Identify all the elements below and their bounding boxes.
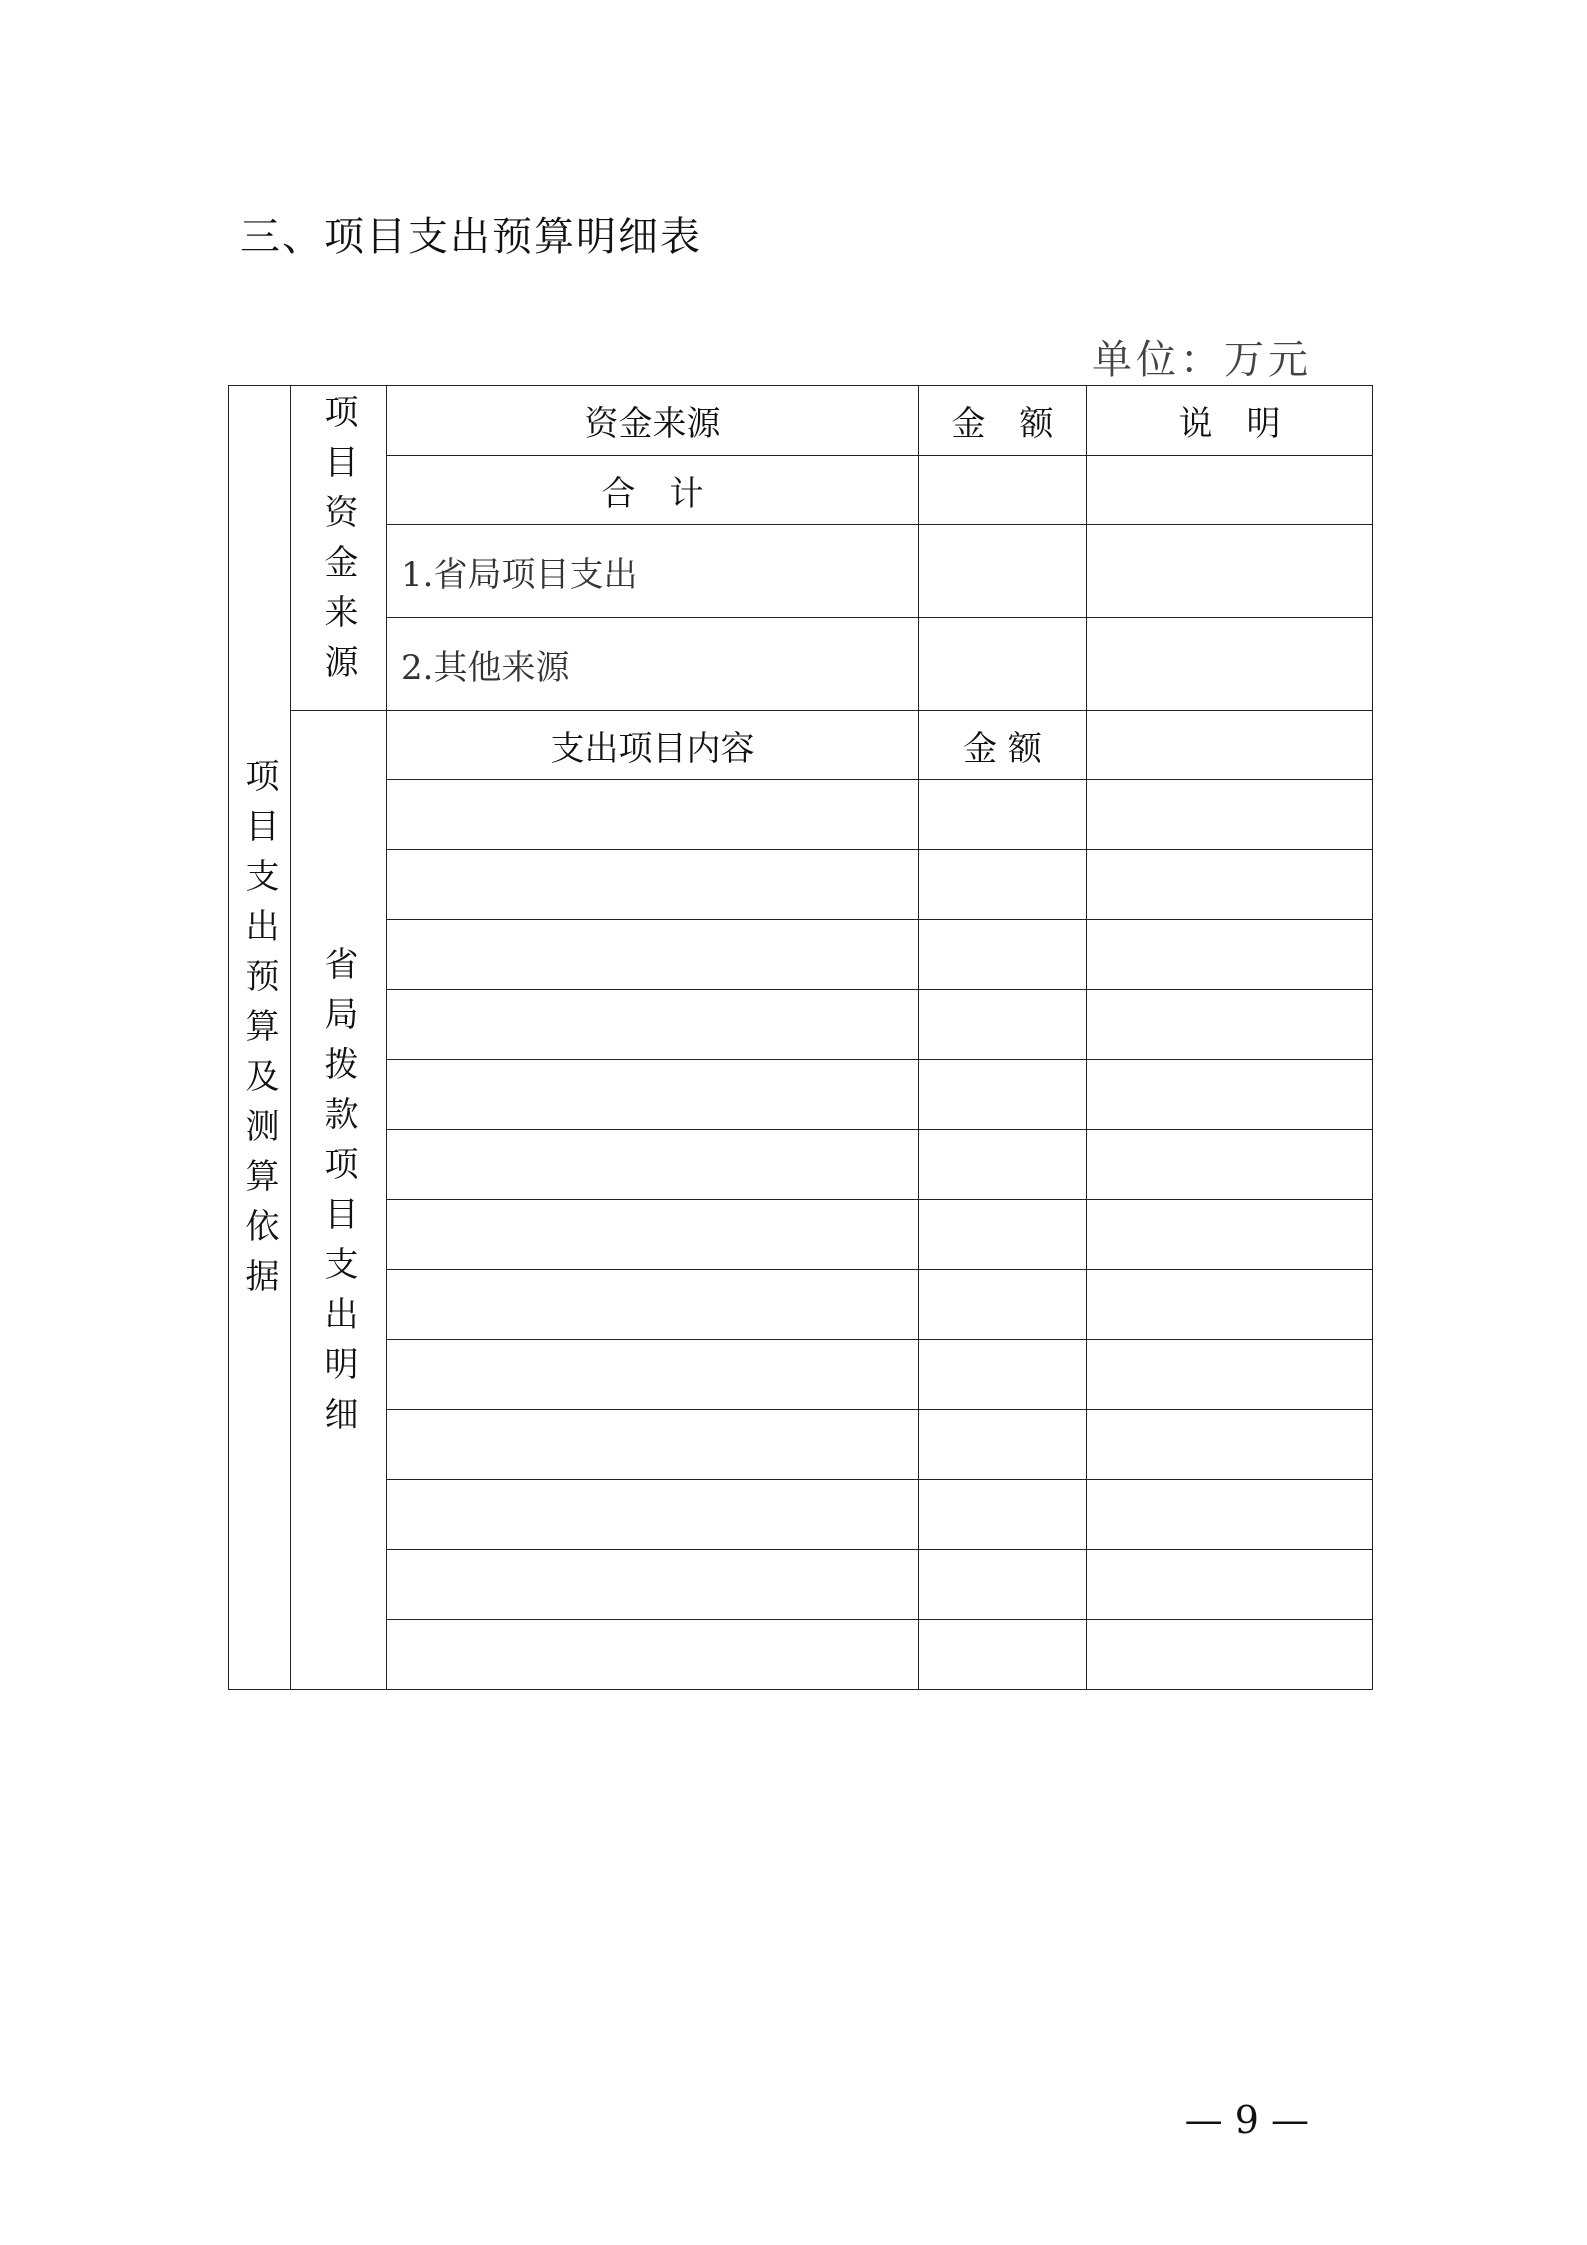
- source-section-label: 项目资金来源: [318, 393, 358, 694]
- detail-row-content[interactable]: [387, 1340, 919, 1410]
- budget-table: [228, 385, 1373, 1690]
- unit-label: 单位：万元: [1092, 337, 1312, 383]
- outer-label-cell: [229, 386, 291, 1690]
- detail-row-amount[interactable]: [919, 1480, 1087, 1550]
- detail-row-amount[interactable]: [919, 1270, 1087, 1340]
- total-label: 合 计: [387, 456, 919, 525]
- header-detail-content: 支出项目内容: [387, 711, 919, 780]
- header-detail-amount: 金 额: [919, 711, 1087, 780]
- detail-row-note[interactable]: [1087, 1620, 1373, 1690]
- detail-row-note[interactable]: [1087, 1550, 1373, 1620]
- detail-row-amount[interactable]: [919, 1130, 1087, 1200]
- detail-row-content[interactable]: [387, 1200, 919, 1270]
- detail-row-note[interactable]: [1087, 780, 1373, 850]
- detail-row-amount[interactable]: [919, 780, 1087, 850]
- detail-row-note[interactable]: [1087, 1060, 1373, 1130]
- header-amount: 金 额: [919, 386, 1087, 456]
- detail-row-amount[interactable]: [919, 1620, 1087, 1690]
- detail-row-content[interactable]: [387, 780, 919, 850]
- source-row-2-note[interactable]: [1087, 618, 1373, 711]
- detail-row-amount[interactable]: [919, 1200, 1087, 1270]
- detail-row-amount[interactable]: [919, 1410, 1087, 1480]
- detail-row-amount[interactable]: [919, 990, 1087, 1060]
- detail-row-note[interactable]: [1087, 1480, 1373, 1550]
- source-row-1-amount[interactable]: [919, 525, 1087, 618]
- detail-row-content[interactable]: [387, 920, 919, 990]
- detail-row-amount[interactable]: [919, 1340, 1087, 1410]
- detail-row-note[interactable]: [1087, 920, 1373, 990]
- detail-row-note[interactable]: [1087, 850, 1373, 920]
- source-row-1: 1.省局项目支出: [387, 525, 919, 618]
- total-amount-cell[interactable]: [919, 456, 1087, 525]
- detail-row-note[interactable]: [1087, 1200, 1373, 1270]
- source-label-cell: [291, 386, 387, 711]
- detail-row-amount[interactable]: [919, 850, 1087, 920]
- detail-row-content[interactable]: [387, 1410, 919, 1480]
- source-row-2-amount[interactable]: [919, 618, 1087, 711]
- source-row-1-note[interactable]: [1087, 525, 1373, 618]
- detail-row-content[interactable]: [387, 1270, 919, 1340]
- detail-row-note[interactable]: [1087, 990, 1373, 1060]
- detail-row-note[interactable]: [1087, 1130, 1373, 1200]
- detail-row-content[interactable]: [387, 1130, 919, 1200]
- page-title: 三、项目支出预算明细表: [240, 214, 702, 260]
- outer-label: 项目支出预算及测算依据: [239, 758, 279, 1308]
- page-number: — 9 —: [1184, 2098, 1309, 2142]
- header-detail-blank: [1087, 711, 1373, 780]
- detail-row-content[interactable]: [387, 1550, 919, 1620]
- detail-row-content[interactable]: [387, 1060, 919, 1130]
- detail-row-amount[interactable]: [919, 920, 1087, 990]
- detail-label-cell: [291, 711, 387, 1690]
- header-note: 说 明: [1087, 386, 1373, 456]
- detail-row-content[interactable]: [387, 850, 919, 920]
- source-row-2: 2.其他来源: [387, 618, 919, 711]
- detail-row-amount[interactable]: [919, 1550, 1087, 1620]
- detail-row-content[interactable]: [387, 1620, 919, 1690]
- detail-row-note[interactable]: [1087, 1410, 1373, 1480]
- detail-row-note[interactable]: [1087, 1270, 1373, 1340]
- detail-section-label: 省局拨款项目支出明细: [318, 945, 358, 1446]
- detail-row-content[interactable]: [387, 1480, 919, 1550]
- total-note-cell[interactable]: [1087, 456, 1373, 525]
- detail-row-note[interactable]: [1087, 1340, 1373, 1410]
- header-source: 资金来源: [387, 386, 919, 456]
- detail-row-amount[interactable]: [919, 1060, 1087, 1130]
- detail-row-content[interactable]: [387, 990, 919, 1060]
